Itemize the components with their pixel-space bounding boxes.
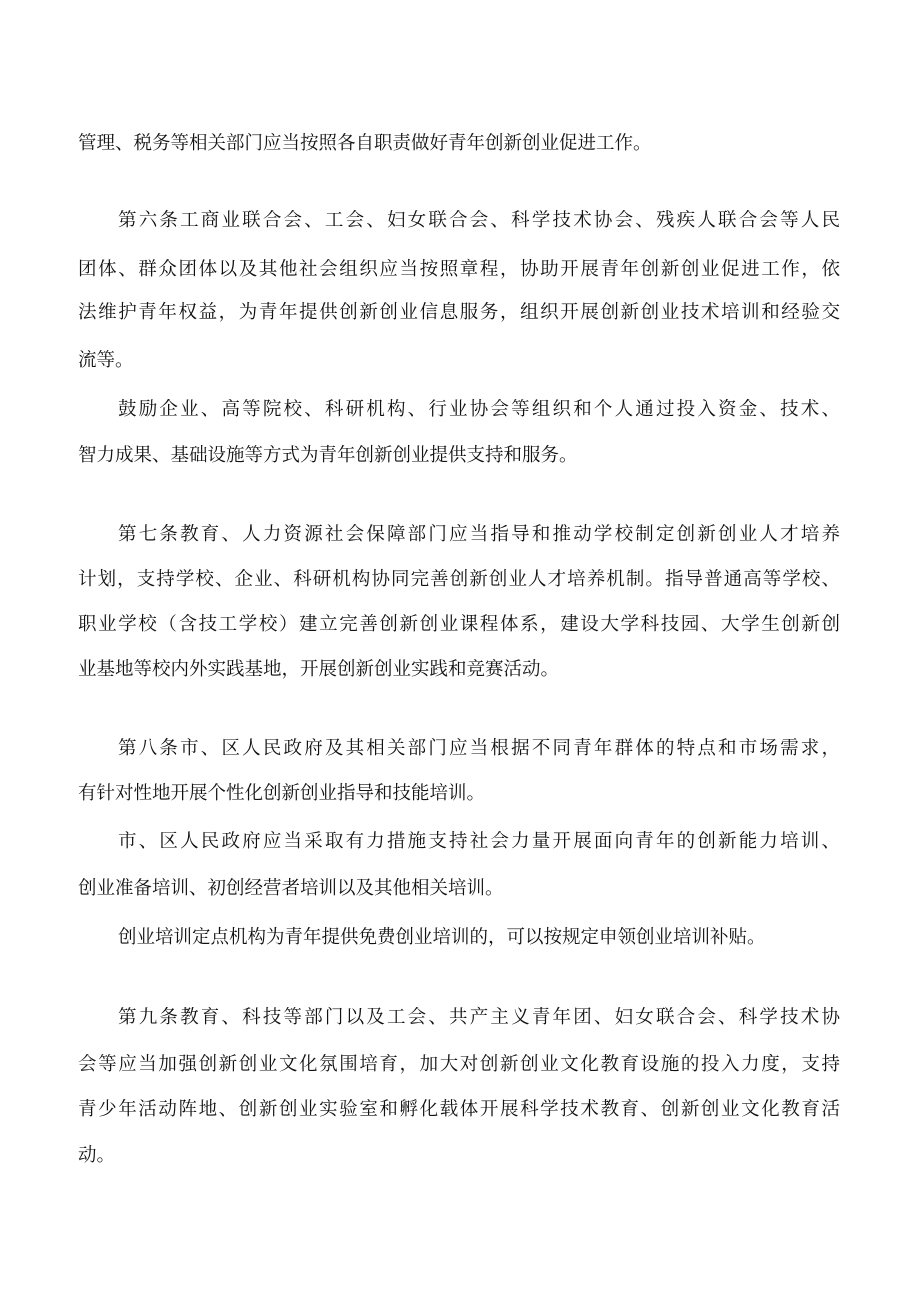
text-line: 市、区人民政府应当采取有力措施支持社会力量开展面向青年的创新能力培训、 (118, 831, 840, 852)
text-line: 第六条工商业联合会、工会、妇女联合会、科学技术协会、残疾人联合会等人民 (118, 210, 840, 231)
text-line: 第九条教育、科技等部门以及工会、共产主义青年团、妇女联合会、科学技术协 (118, 1007, 840, 1028)
text-line: 第八条市、区人民政府及其相关部门应当根据不同青年群体的特点和市场需求， (118, 738, 840, 759)
text-line: 鼓励企业、高等院校、科研机构、行业协会等组织和个人通过投入资金、技术、 (118, 399, 840, 420)
text-line: 会等应当加强创新创业文化氛围培育，加大对创新创业文化教育设施的投入力度，支持 (78, 1054, 840, 1075)
text-line: 智力成果、基础设施等方式为青年创新创业提供支持和服务。 (78, 445, 578, 466)
text-line: 管理、税务等相关部门应当按照各自职责做好青年创新创业促进工作。 (78, 133, 652, 154)
text-line: 第七条教育、人力资源社会保障部门应当指导和推动学校制定创新创业人才培养 (118, 524, 840, 545)
text-line: 创业准备培训、初创经营者培训以及其他相关培训。 (78, 878, 504, 899)
text-line: 动。 (78, 1145, 116, 1166)
text-line: 团体、群众团体以及其他社会组织应当按照章程，协助开展青年创新创业促进工作，依 (78, 259, 840, 280)
text-line: 职业学校（含技工学校）建立完善创新创业课程体系，建设大学科技园、大学生创新创 (78, 614, 840, 635)
text-line: 青少年活动阵地、创新创业实验室和孵化载体开展科学技术教育、创新创业文化教育活 (78, 1099, 840, 1120)
text-line: 法维护青年权益，为青年提供创新创业信息服务，组织开展创新创业技术培训和经验交 (78, 302, 840, 323)
text-line: 流等。 (78, 350, 134, 371)
text-line: 创业培训定点机构为青年提供免费创业培训的，可以按规定申领创业培训补贴。 (118, 927, 766, 948)
text-line: 计划，支持学校、企业、科研机构协同完善创新创业人才培养机制。指导普通高等学校、 (78, 569, 840, 590)
text-line: 有针对性地开展个性化创新创业指导和技能培训。 (78, 783, 486, 804)
text-line: 业基地等校内外实践基地，开展创新创业实践和竞赛活动。 (78, 659, 560, 680)
